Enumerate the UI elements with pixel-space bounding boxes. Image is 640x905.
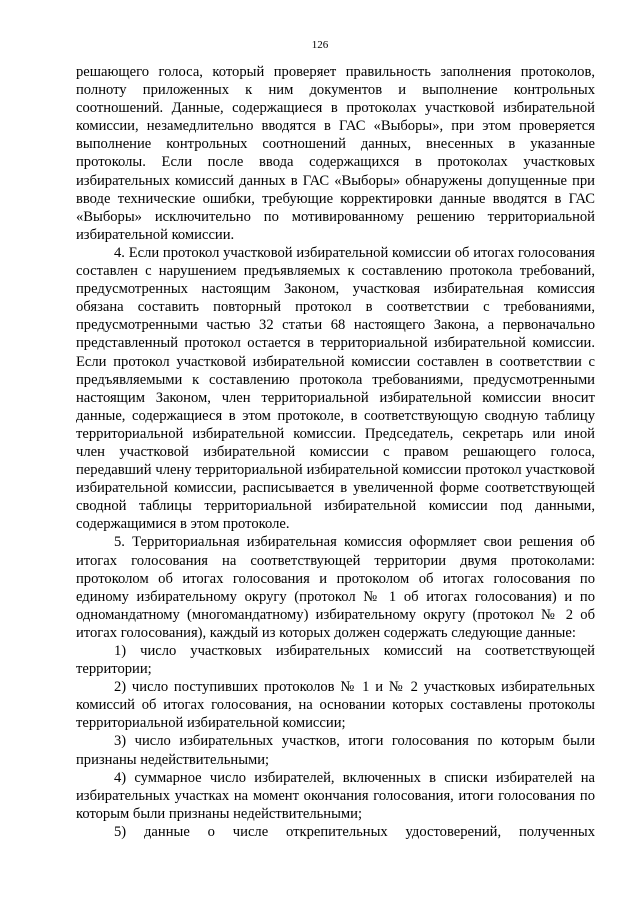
document-body <box>76 63 595 841</box>
list-item-4: 4) суммарное число избирателей, включенных в списки избирателей на избирательных участках на момент окончания голосования, итоги голосования по которым были признаны недействительными; <box>76 769 595 822</box>
page-number: 126 <box>311 39 329 51</box>
paragraph-item-5: 5. Территориальная избирательная комиссия оформляет свои решения об итогах голосования на соответствующей территории двумя протоколами: протоколом об итогах голосования и протоколом об итогах голосования по единому избирательному округу (протокол № 1 об итогах голосования) и по одномандатному (многомандатному) избирательному округу (протокол № 2 об итогах голосования), каждый из которых должен содержать следующие данные: <box>76 534 595 641</box>
list-item-1: 1) число участковых избирательных комиссий на соответствующей территории; <box>76 643 595 678</box>
list-item-3: 3) число избирательных участков, итоги голосования по которым были признаны недействительными; <box>76 733 595 768</box>
list-item-2: 2) число поступивших протоколов № 1 и № 2 участковых избирательных комиссий об итогах голосования, на основании которых составлены протоколы территориальной избирательной комиссии; <box>76 679 595 732</box>
paragraph-continuation: решающего голоса, который проверяет правильность заполнения протоколов, полноту приложенных к ним документов и выполнение контрольных соотношений. Данные, содержащиеся в протоколах участковой избирательной комиссии, незамедлительно вводятся в ГАС «Выборы», при этом проверяется выполнение контрольных соотношений данных, внесенных в указанные протоколы. Если после ввода содержащихся в протоколах участковых избирательных комиссий данных в ГАС «Выборы» обнаружены допущенные при вводе технические ошибки, требующие корректировки данные вводятся в ГАС «Выборы» исключительно по мотивированному решению территориальной избирательной комиссии. <box>76 64 595 243</box>
paragraph-item-4: 4. Если протокол участковой избирательной комиссии об итогах голосования составлен с нарушением предъявляемых к составлению протокола требований, предусмотренных настоящим Законом, участковая избирательная комиссия обязана составить повторный протокол в соответствии с требованиями, предусмотренными частью 32 статьи 68 настоящего Закона, а первоначально представленный протокол остается в территориальной избирательной комиссии. Если протокол участковой избирательной комиссии составлен в соответствии с предъявляемыми к составлению протокола требованиями, предусмотренными настоящим Законом, член территориальной избирательной комиссии вносит данные, содержащиеся в этом протоколе, в соответствующую сводную таблицу территориальной избирательной комиссии. Председатель, секретарь или иной член участковой избирательной комиссии с правом решающего голоса, передавший члену территориальной избирательной комиссии протокол участковой избирательной комиссии, расписывается в увеличенной форме соответствующей сводной таблицы территориальной избирательной комиссии под данными, содержащимися в этом протоколе. <box>76 244 595 533</box>
list-item-5: 5) данные о числе открепительных удостоверений, полученных <box>114 823 595 840</box>
